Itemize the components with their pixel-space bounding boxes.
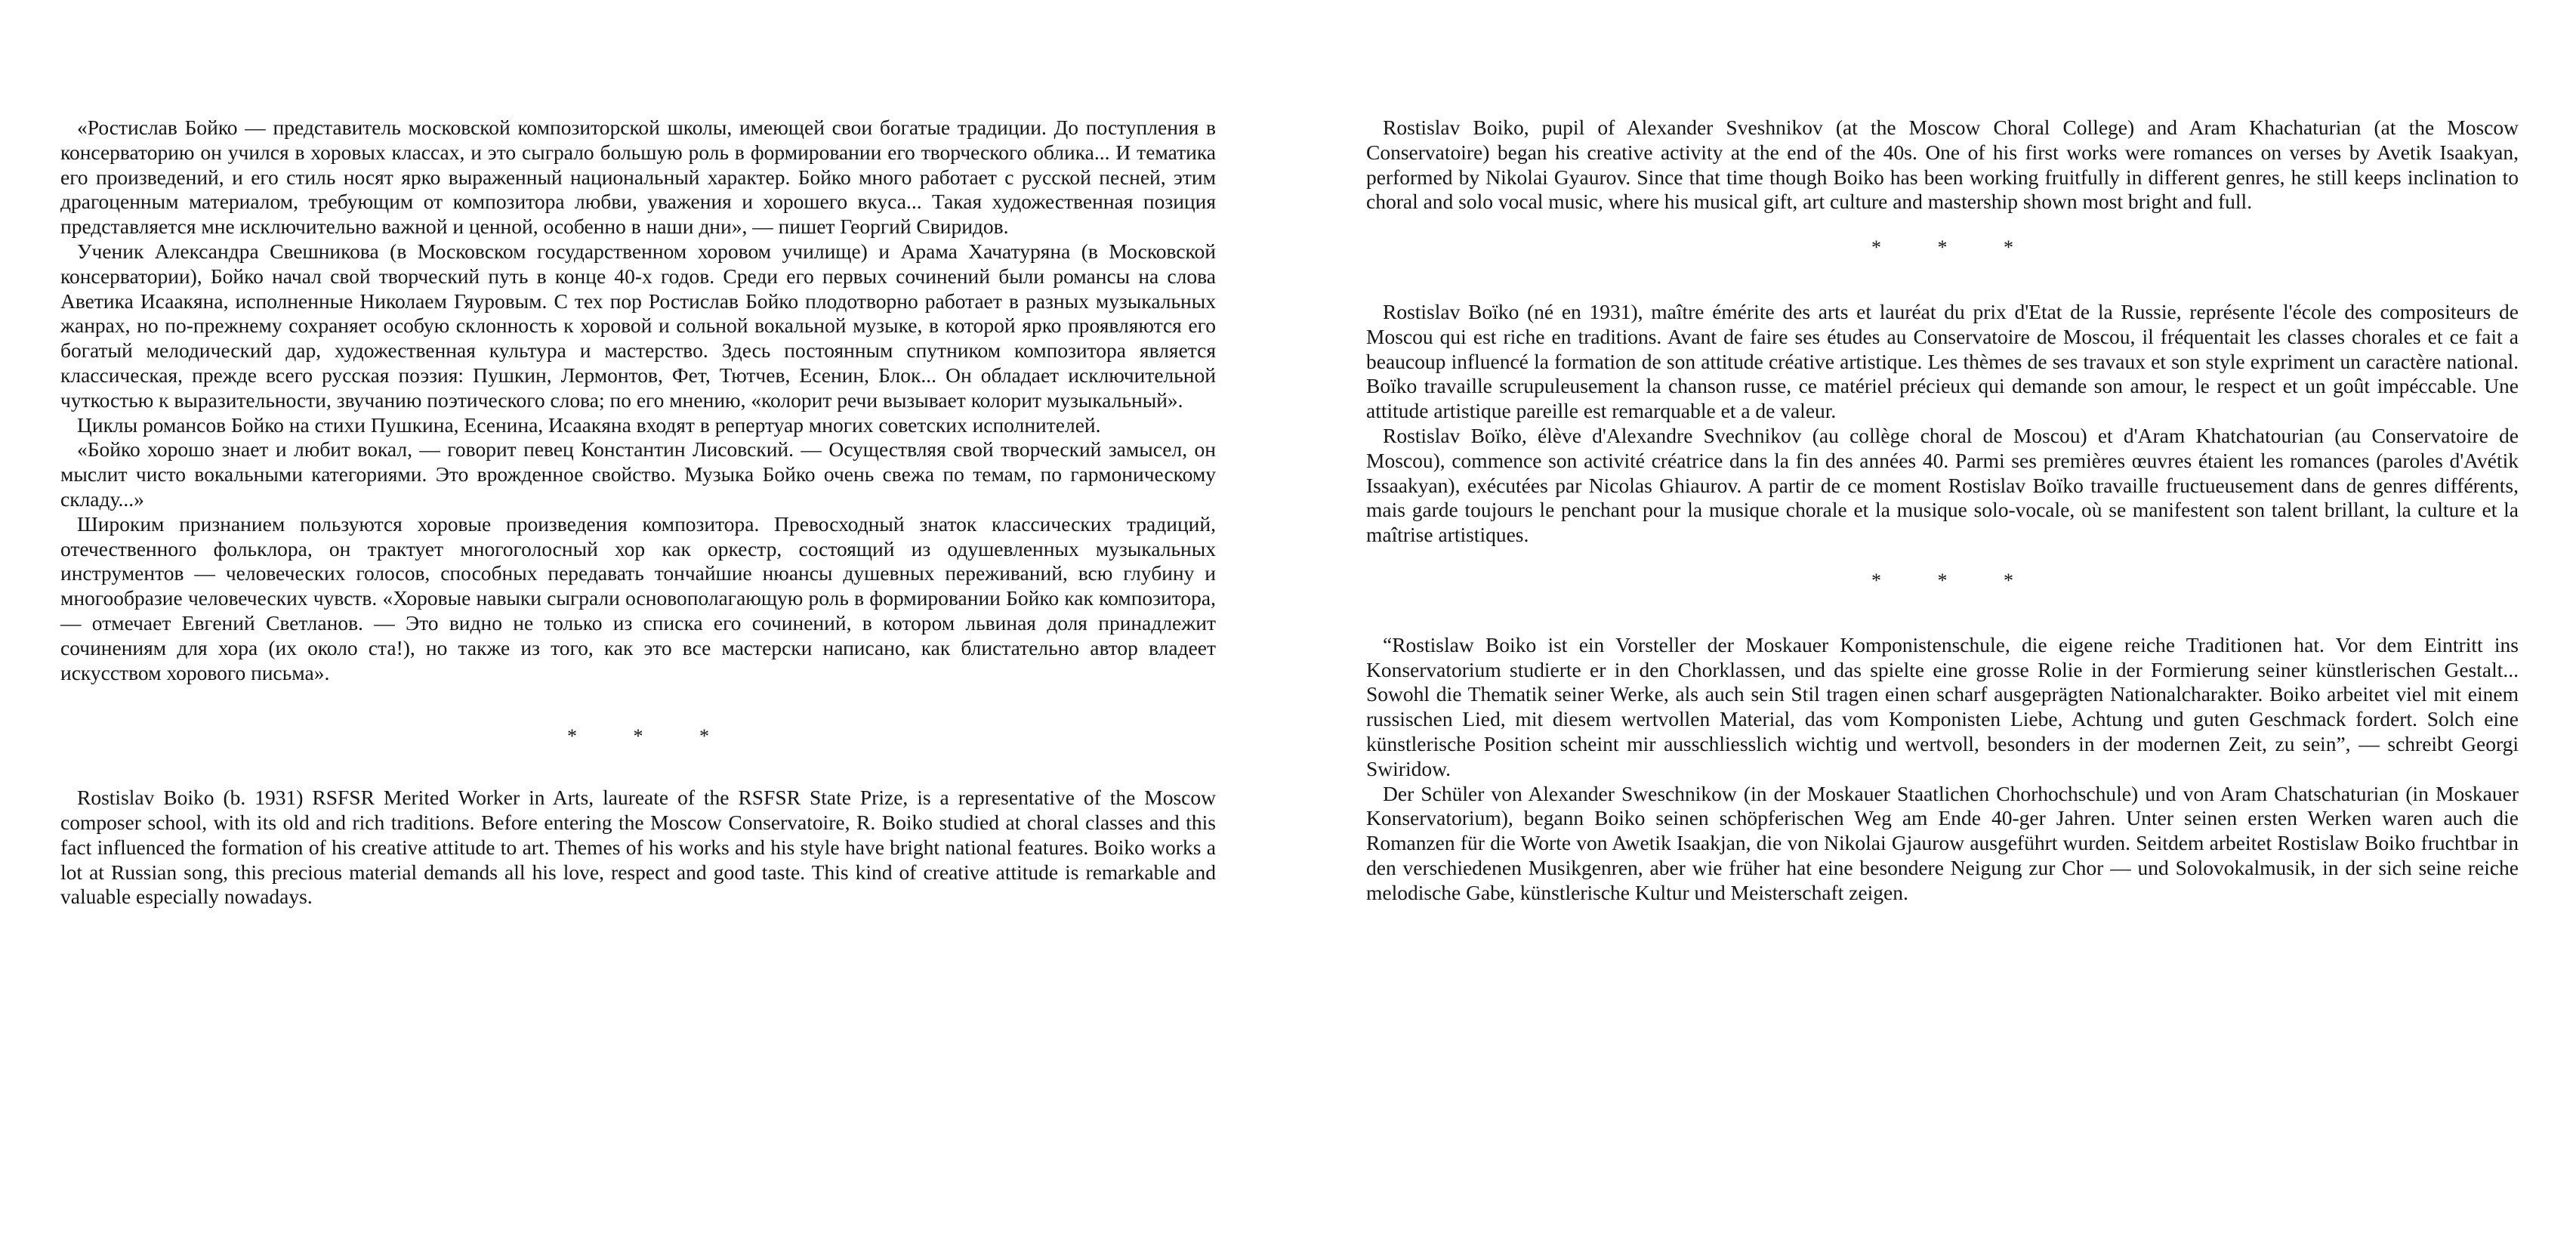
en-paragraph-continued: Rostislav Boiko, pupil of Alexander Sveshnikov (at the Moscow Choral College) and Aram Khachaturian (at the Moscow Conservatoire) began his creative activity at the end of the 40s. One of his first works were romances on verses by Avetik Isaakyan, performed by Nikolai Gyaurov. Since that time though Boiko has been working fruitfully in different genres, he still keeps inclination to choral and solo vocal music, where his musical gift, art culture and mastership shown most bright and full.	[1366, 116, 2519, 214]
section-separator	[1366, 569, 2519, 594]
top-margin	[1366, 0, 2519, 116]
ru-paragraph-2: Ученик Александра Свешникова (в Московском государственном хоровом училище) и Арама Хачатуряна (в Московской консерватории), Бойко начал свой творческий путь в конце 40-х годов. Среди его первых сочинений были романсы на слова Аветика Исаакяна, исполненные Николаем Гяуровым. С тех пор Ростислав Бойко плодотворно работает в разных музыкальных жанрах, но по-прежнему сохраняет особую склонность к хоровой и сольной вокальной музыке, в которой ярко проявляются его богатый мелодический дар, художественная культура и мастерство. Здесь постоянным спутником композитора является классическая, прежде всего русская поэзия: Пушкин, Лермонтов, Фет, Тютчев, Есенин, Блок... Он обладает исключительной чуткостью к выразительности, звучанию поэтического слова; по его мнению, «колорит речи вызывает колорит музыкальный».	[60, 239, 1216, 412]
separator-star: *	[1937, 236, 1948, 259]
separator-star: *	[567, 725, 577, 748]
separator-star: *	[1871, 236, 1881, 259]
left-text-column	[60, 0, 1216, 910]
right-text-column	[1366, 0, 2519, 906]
section-separator	[60, 724, 1216, 749]
ru-paragraph-1: «Ростислав Бойко — представитель московской композиторской школы, имеющей свои богатые традиции. До поступления в консерваторию он учился в хоровых классах, и это сыграло большую роль в формировании его творческого облика... И тематика его произведений, и его стиль носят ярко выраженный национальный характер. Бойко много работает с русской песней, этим драгоценным материалом, требующим от композитора любви, уважения и хорошего вкуса... Такая художественная позиция представляется мне исключительно важной и ценной, особенно в наши дни», — пишет Георгий Свиридов.	[60, 116, 1216, 239]
de-paragraph-1: “Rostislaw Boiko ist ein Vorsteller der Moskauer Komponistenschule, die eigene reiche Traditionen hat. Vor dem Eintritt ins Konservatorium studierte er in den Chorklassen, und das spielte eine grosse Rolie in der Formierung seiner künstlerischen Gestalt... Sowohl die Thematik seiner Werke, als auch sein Stil tragen einen scharf ausgeprägten Nationalcharakter. Boiko arbeitet viel mit einem russischen Lied, mit diesem wertvollen Material, das vom Komponisten Liebe, Achtung und guten Geschmack fordert. Solch eine künstlerische Position scheint mir ausschliesslich wichtig und wertvoll, besonders in der modernen Zeit, zu sein”, — schreibt Georgi Swiridow.	[1366, 632, 2519, 780]
separator-star: *	[1871, 569, 1881, 591]
ru-paragraph-3: Циклы романсов Бойко на стихи Пушкина, Есенина, Исаакяна входят в репертуар многих советских исполнителей.	[77, 412, 1101, 437]
separator-star: *	[2004, 569, 2013, 591]
separator-star: *	[633, 725, 643, 748]
separator-star: *	[2004, 236, 2013, 259]
en-paragraph-intro: Rostislav Boiko (b. 1931) RSFSR Merited Worker in Arts, laureate of the RSFSR State Prize, is a representative of the Moscow composer school, with its old and rich traditions. Before entering the Moscow Conservatoire, R. Boiko studied at choral classes and this fact influenced the formation of his creative attitude to art. Themes of his works and his style have bright national features. Boiko works a lot at Russian song, this precious material demands all his love, respect and good taste. This kind of creative attitude is remarkable and valuable especially nowadays.	[60, 786, 1216, 909]
top-margin	[60, 0, 1216, 116]
fr-paragraph-1: Rostislav Boïko (né en 1931), maître émérite des arts et lauréat du prix d'Etat de la Russie, représente l'école des compositeurs de Moscou qui est riche en traditions. Avant de faire ses études au Conservatoire de Moscou, il fréquentait les classes chorales et ce fait a beaucoup influencé la formation de son attitude créative artistique. Les thèmes de ses travaux et son style expriment un caractère national. Boïko travaille scrupuleusement la chanson russe, ce matériel précieux qui demande son amour, le respect et un goût impéccable. Une attitude artistique pareille est remarquable et a de valeur.	[1366, 299, 2519, 423]
fr-paragraph-2: Rostislav Boïko, élève d'Alexandre Svechnikov (au collège choral de Moscou) et d'Aram Khatchatourian (au Conservatoire de Moscou), commence son activité créatrice dans la fin des années 40. Parmi ses premières œuvres étaient les romances (paroles d'Avétik Issaakyan), exécutées par Nicolas Ghiaurov. A partir de ce moment Rostislav Boïko travaille fructueusement dans de genres différents, mais garde toujours le penchant pour la musique chorale et la musique solo-vocale, où se manifestent son talent brillant, la culture et la maîtrise artistiques.	[1366, 423, 2519, 547]
de-paragraph-2: Der Schüler von Alexander Sweschnikow (in der Moskauer Staatlichen Chorhochschule) und von Aram Chatschaturian (in Moskauer Konservatorium), begann Boiko seinen schöpferischen Weg am Ende 40-ger Jahren. Unter seinen ersten Werken waren auch die Romanzen für die Worte von Awetik Isaakjan, die von Nikolai Gjaurow ausgeführt wurden. Seitdem arbeitet Rostislaw Boiko fruchtbar in den verschiedenen Musikgenren, aber wie früher hat eine besondere Neigung zur Chor — und Solovokalmusik, in der sich seine reiche melodische Gabe, künstlerische Kultur und Meisterschaft zeigen.	[1366, 781, 2519, 904]
ru-paragraph-4: «Бойко хорошо знает и любит вокал, — говорит певец Константин Лисовский. — Осуществляя свой творческий замысел, он мыслит чисто вокальными категориями. Это врожденное свойство. Музыка Бойко очень свежа по темам, по гармоническому складу...»	[60, 437, 1216, 511]
separator-star: *	[699, 725, 709, 748]
section-separator	[1366, 236, 2519, 261]
ru-paragraph-5: Широким признанием пользуются хоровые произведения композитора. Превосходный знаток классических традиций, отечественного фольклора, он трактует многоголосный хор как оркестр, состоящий из одушевленных музыкальных инструментов — человеческих голосов, способных передавать тончайшие нюансы душевных переживаний, всю глубину и многообразие человеческих чувств. «Хоровые навыки сыграли основополагающую роль в формировании Бойко как композитора, — отмечает Евгений Светланов. — Это видно не только из списка его сочинений, в котором львиная доля принадлежит сочинениям для хора (их около ста!), но также из того, как это все мастерски написано, как блистательно автор владеет искусством хорового письма».	[60, 511, 1216, 684]
separator-star: *	[1937, 569, 1948, 591]
